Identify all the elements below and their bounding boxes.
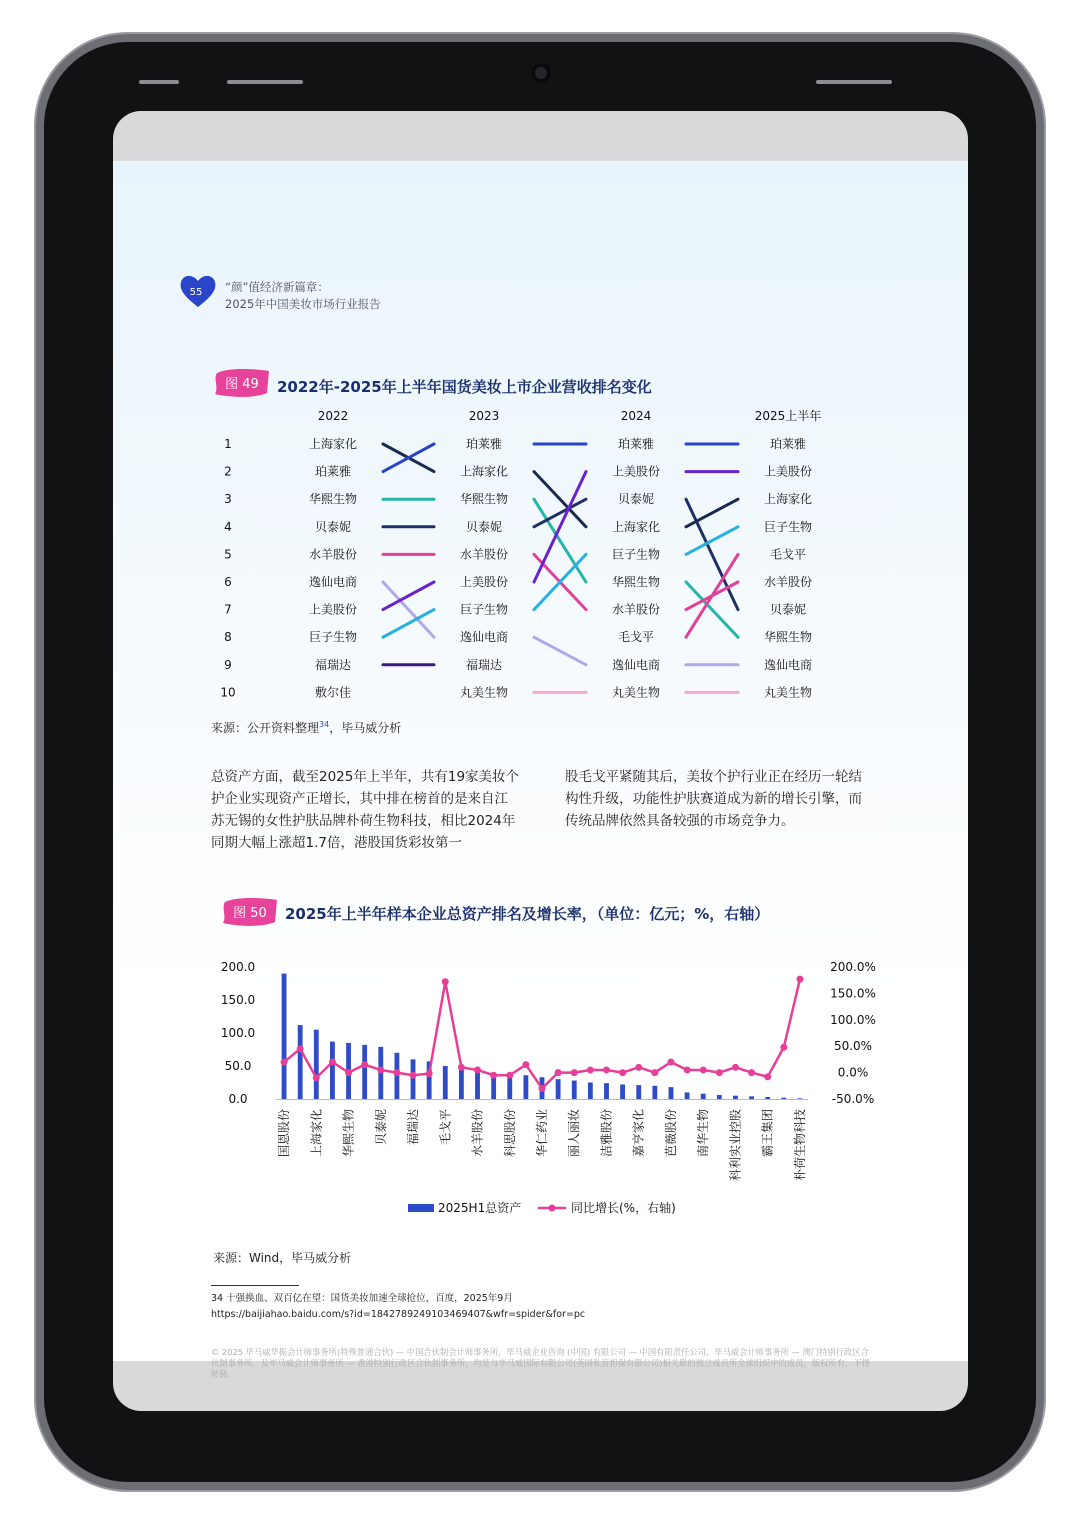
rank-label: 2 [224,464,232,479]
report-title-line2: 2025年中国美妆市场行业报告 [225,297,381,311]
growth-point [571,1069,578,1076]
rank-link-line [534,472,586,582]
growth-point [716,1069,723,1076]
rank-link-line [383,582,434,610]
company-label: 丸美生物 [611,685,661,700]
x-axis-label: 丽人丽妆 [567,1109,582,1158]
company-label: 上海家化 [459,464,509,479]
growth-point [393,1069,400,1076]
asset-bar [282,974,287,1099]
growth-point [474,1066,481,1073]
left-axis-tick: 150.0 [220,993,256,1007]
asset-bar [669,1087,674,1099]
growth-point [361,1061,368,1068]
asset-bar [459,1069,464,1099]
company-label: 华熙生物 [763,630,813,645]
x-axis-label: 上海家化 [309,1109,324,1158]
growth-point [780,1044,787,1051]
company-label: 逸仙电商 [611,657,661,672]
legend-bar-label: 2025H1总资产 [438,1201,522,1215]
asset-bar [588,1083,593,1100]
x-axis-label: 毛戈平 [438,1109,453,1146]
legend-bar-swatch [408,1204,434,1212]
footnote-line1: 34 十强换血、双百亿在望：国货美妆加速全球抢位，百度，2025年9月 [211,1293,513,1304]
left-axis-tick: 100.0 [220,1026,256,1040]
asset-bar [717,1095,722,1099]
footnote-url: https://baijiahao.baidu.com/s?id=1842789249103469407&wfr=spider&for=pc [211,1309,586,1320]
growth-point [377,1066,384,1073]
company-label: 福瑞达 [465,657,503,672]
growth-point [635,1064,642,1071]
asset-bar [298,1025,303,1099]
figure50-source: 来源：Wind，毕马威分析 [213,1251,352,1265]
growth-point [619,1069,626,1076]
growth-point [684,1066,691,1073]
company-label: 上美股份 [308,602,358,617]
company-label: 华熙生物 [459,492,509,507]
figure-tag-label: 图 50 [233,906,267,921]
growth-point [490,1072,497,1079]
growth-point [796,976,803,983]
figure49-source [211,719,401,736]
x-axis-label: 福瑞达 [406,1109,421,1146]
screen [113,111,968,1411]
company-label: 逸仙电商 [308,575,358,589]
figure-tag-label: 图 49 [225,377,259,392]
assets-growth-chart [208,951,878,1236]
growth-point [458,1064,465,1071]
body-paragraph-col2: 股毛戈平紧随其后，美妆个护行业正在经历一轮结构性升级，功能性护肤赛道成为新的增长引擎，而传统品牌依然具备较强的市场竞争力。 [565,769,862,829]
asset-bar [475,1073,480,1099]
growth-point [329,1059,336,1066]
company-label: 巨子生物 [308,630,358,645]
company-label: 上海家化 [611,519,661,534]
company-label: 毛戈平 [617,630,655,645]
growth-point [555,1069,562,1076]
company-label: 珀莱雅 [769,437,807,451]
x-axis-label: 嘉亨家化 [631,1109,646,1158]
figure-tag-49 [213,367,271,399]
rank-label: 6 [224,575,232,589]
asset-bar [749,1096,754,1099]
legend-line-marker [549,1205,556,1212]
growth-point [651,1069,658,1076]
column-header: 2023 [468,409,500,423]
growth-point [667,1059,674,1066]
right-axis-tick: 50.0% [833,1039,873,1054]
x-axis-label: 科思股份 [502,1109,517,1158]
growth-point [410,1072,417,1079]
figure49-title: 2022年-2025年上半年国货美妆上市企业营收排名变化 [277,378,652,396]
company-label: 水羊股份 [459,547,509,562]
growth-point [442,978,449,985]
asset-bar [652,1086,657,1099]
x-axis-label: 科利实业控股 [728,1109,743,1182]
camera-icon [531,63,551,83]
asset-bar [765,1097,770,1099]
rank-label: 8 [224,630,232,645]
legal-disclaimer: © 2025 毕马威华振会计师事务所(特殊普通合伙) — 中国合伙制会计师事务所，毕马威企业咨询 (中国) 有限公司 — 中国有限责任公司，毕马威会计师事务所 — 澳门特别行政区合伙制事务所，及毕马威会计师事务所 — 香港特别行政区合伙制事务所，均是与毕马威国际有限公司(英国私营担保有限公司)相关联的独立成员所全球组织中的成员。版权所有，不得转载。 [211,1347,870,1379]
x-axis-label: 华仁药业 [535,1109,549,1158]
company-label: 贝泰妮 [465,519,503,534]
body-paragraph-col1: 总资产方面，截至2025年上半年，共有19家美妆个护企业实现资产正增长，其中排在榜首的是来自江苏无锡的女性护肤品牌朴荷生物科技，相比2024年同期大幅上涨超1.7倍，港股国货彩妆第一 [211,769,520,851]
company-label: 丸美生物 [459,685,509,700]
x-axis-label: 南华生物 [696,1109,711,1158]
company-label: 巨子生物 [459,602,509,617]
company-label: 华熙生物 [611,575,661,589]
growth-point [700,1066,707,1073]
growth-point [345,1069,352,1076]
footnote-ref: 34 [319,720,330,729]
company-label: 逸仙电商 [459,630,509,645]
company-label: 贝泰妮 [617,492,655,507]
growth-point [426,1070,433,1077]
company-label: 水羊股份 [611,602,661,617]
asset-bar [701,1094,706,1099]
asset-bar [314,1030,319,1099]
x-axis-label: 芭薇股份 [663,1109,678,1158]
growth-point [603,1066,610,1073]
x-axis-label: 贝泰妮 [373,1109,388,1146]
company-label: 上美股份 [763,464,813,479]
report-title-line1: “颜”值经济新篇章： [225,280,329,294]
volume-button [227,80,303,84]
asset-bar [523,1075,528,1099]
figure-tag-50 [221,896,279,928]
asset-bar [781,1098,786,1099]
asset-bar [556,1079,561,1099]
asset-bar [620,1084,625,1099]
growth-point [506,1072,513,1079]
company-label: 丸美生物 [763,685,813,700]
growth-point [587,1066,594,1073]
rank-link-line [686,527,738,555]
left-axis-tick: 200.0 [220,960,256,974]
rank-link-line [383,610,434,638]
x-axis-label: 水羊股份 [470,1109,485,1158]
rank-link-line [534,472,586,527]
legend-line-label: 同比增长(%，右轴) [571,1201,676,1215]
company-label: 巨子生物 [763,519,813,534]
rank-label: 3 [224,492,232,507]
asset-bar [798,1098,803,1099]
footnote-divider [211,1285,299,1286]
asset-bar [443,1066,448,1099]
x-axis-label: 洁雅股份 [599,1109,614,1158]
rank-label: 10 [220,685,236,700]
asset-bar [411,1059,416,1099]
rank-label: 7 [224,602,232,617]
growth-point [732,1064,739,1071]
company-label: 福瑞达 [314,657,352,672]
rank-label: 5 [224,547,232,562]
company-label: 珀莱雅 [617,437,655,451]
growth-point [764,1073,771,1080]
company-label: 珀莱雅 [465,437,503,451]
company-label: 水羊股份 [763,575,813,589]
growth-point [539,1085,546,1092]
asset-bar [362,1045,367,1099]
asset-bar [636,1085,641,1099]
company-label: 贝泰妮 [769,602,807,617]
column-header: 2022 [317,409,349,423]
company-label: 上美股份 [611,464,661,479]
report-title [225,279,381,313]
right-axis-tick: 0.0% [837,1065,869,1080]
heart-logo-icon [179,273,217,309]
company-label: 贝泰妮 [314,519,352,534]
growth-point [281,1059,288,1066]
right-axis-tick: 200.0% [830,960,876,974]
growth-point [522,1061,529,1068]
x-axis-label: 华熙生物 [341,1109,356,1158]
column-header: 2025上半年 [754,409,822,423]
right-axis-tick: 100.0% [830,1012,876,1027]
x-axis-label: 国恩股份 [277,1109,292,1158]
figure49-source-text: 来源：公开资料整理 [211,721,320,735]
company-label: 毛戈平 [769,547,807,562]
report-page [113,161,968,1379]
rank-link-line [383,582,434,637]
rank-label: 1 [224,437,232,451]
volume-button [139,80,179,84]
rank-label: 9 [224,657,232,672]
company-label: 珀莱雅 [314,464,352,479]
company-label: 上海家化 [308,437,358,451]
x-axis-label: 霸王集团 [760,1109,775,1158]
power-button [816,80,892,84]
asset-bar [330,1042,335,1099]
growth-point [297,1045,304,1052]
asset-bar [604,1083,609,1099]
company-label: 水羊股份 [308,547,358,562]
rank-label: 4 [224,519,232,534]
ranking-bump-chart [203,406,843,706]
asset-bar [685,1092,690,1099]
figure49-source-tail: ，毕马威分析 [329,721,402,735]
company-label: 逸仙电商 [763,657,813,672]
company-label: 上美股份 [459,575,509,589]
company-label: 巨子生物 [611,547,661,562]
asset-bar [572,1081,577,1099]
growth-point [748,1069,755,1076]
left-axis-tick: 0.0 [228,1092,248,1106]
figure50-title: 2025年上半年样本企业总资产排名及增长率，（单位：亿元；%，右轴） [285,905,770,923]
footnote [211,1291,585,1323]
growth-point [313,1074,320,1081]
right-axis-tick: 150.0% [830,986,876,1001]
x-axis-label: 朴荷生物科技 [792,1109,807,1182]
company-label: 敷尔佳 [314,685,352,700]
asset-bar [733,1096,738,1099]
company-label: 上海家化 [763,492,813,507]
page-number: 55 [189,287,203,298]
company-label: 华熙生物 [308,492,358,507]
right-axis-tick: -50.0% [831,1092,875,1106]
column-header: 2024 [620,409,652,423]
left-axis-tick: 50.0 [224,1059,252,1073]
rank-link-line [534,637,586,665]
